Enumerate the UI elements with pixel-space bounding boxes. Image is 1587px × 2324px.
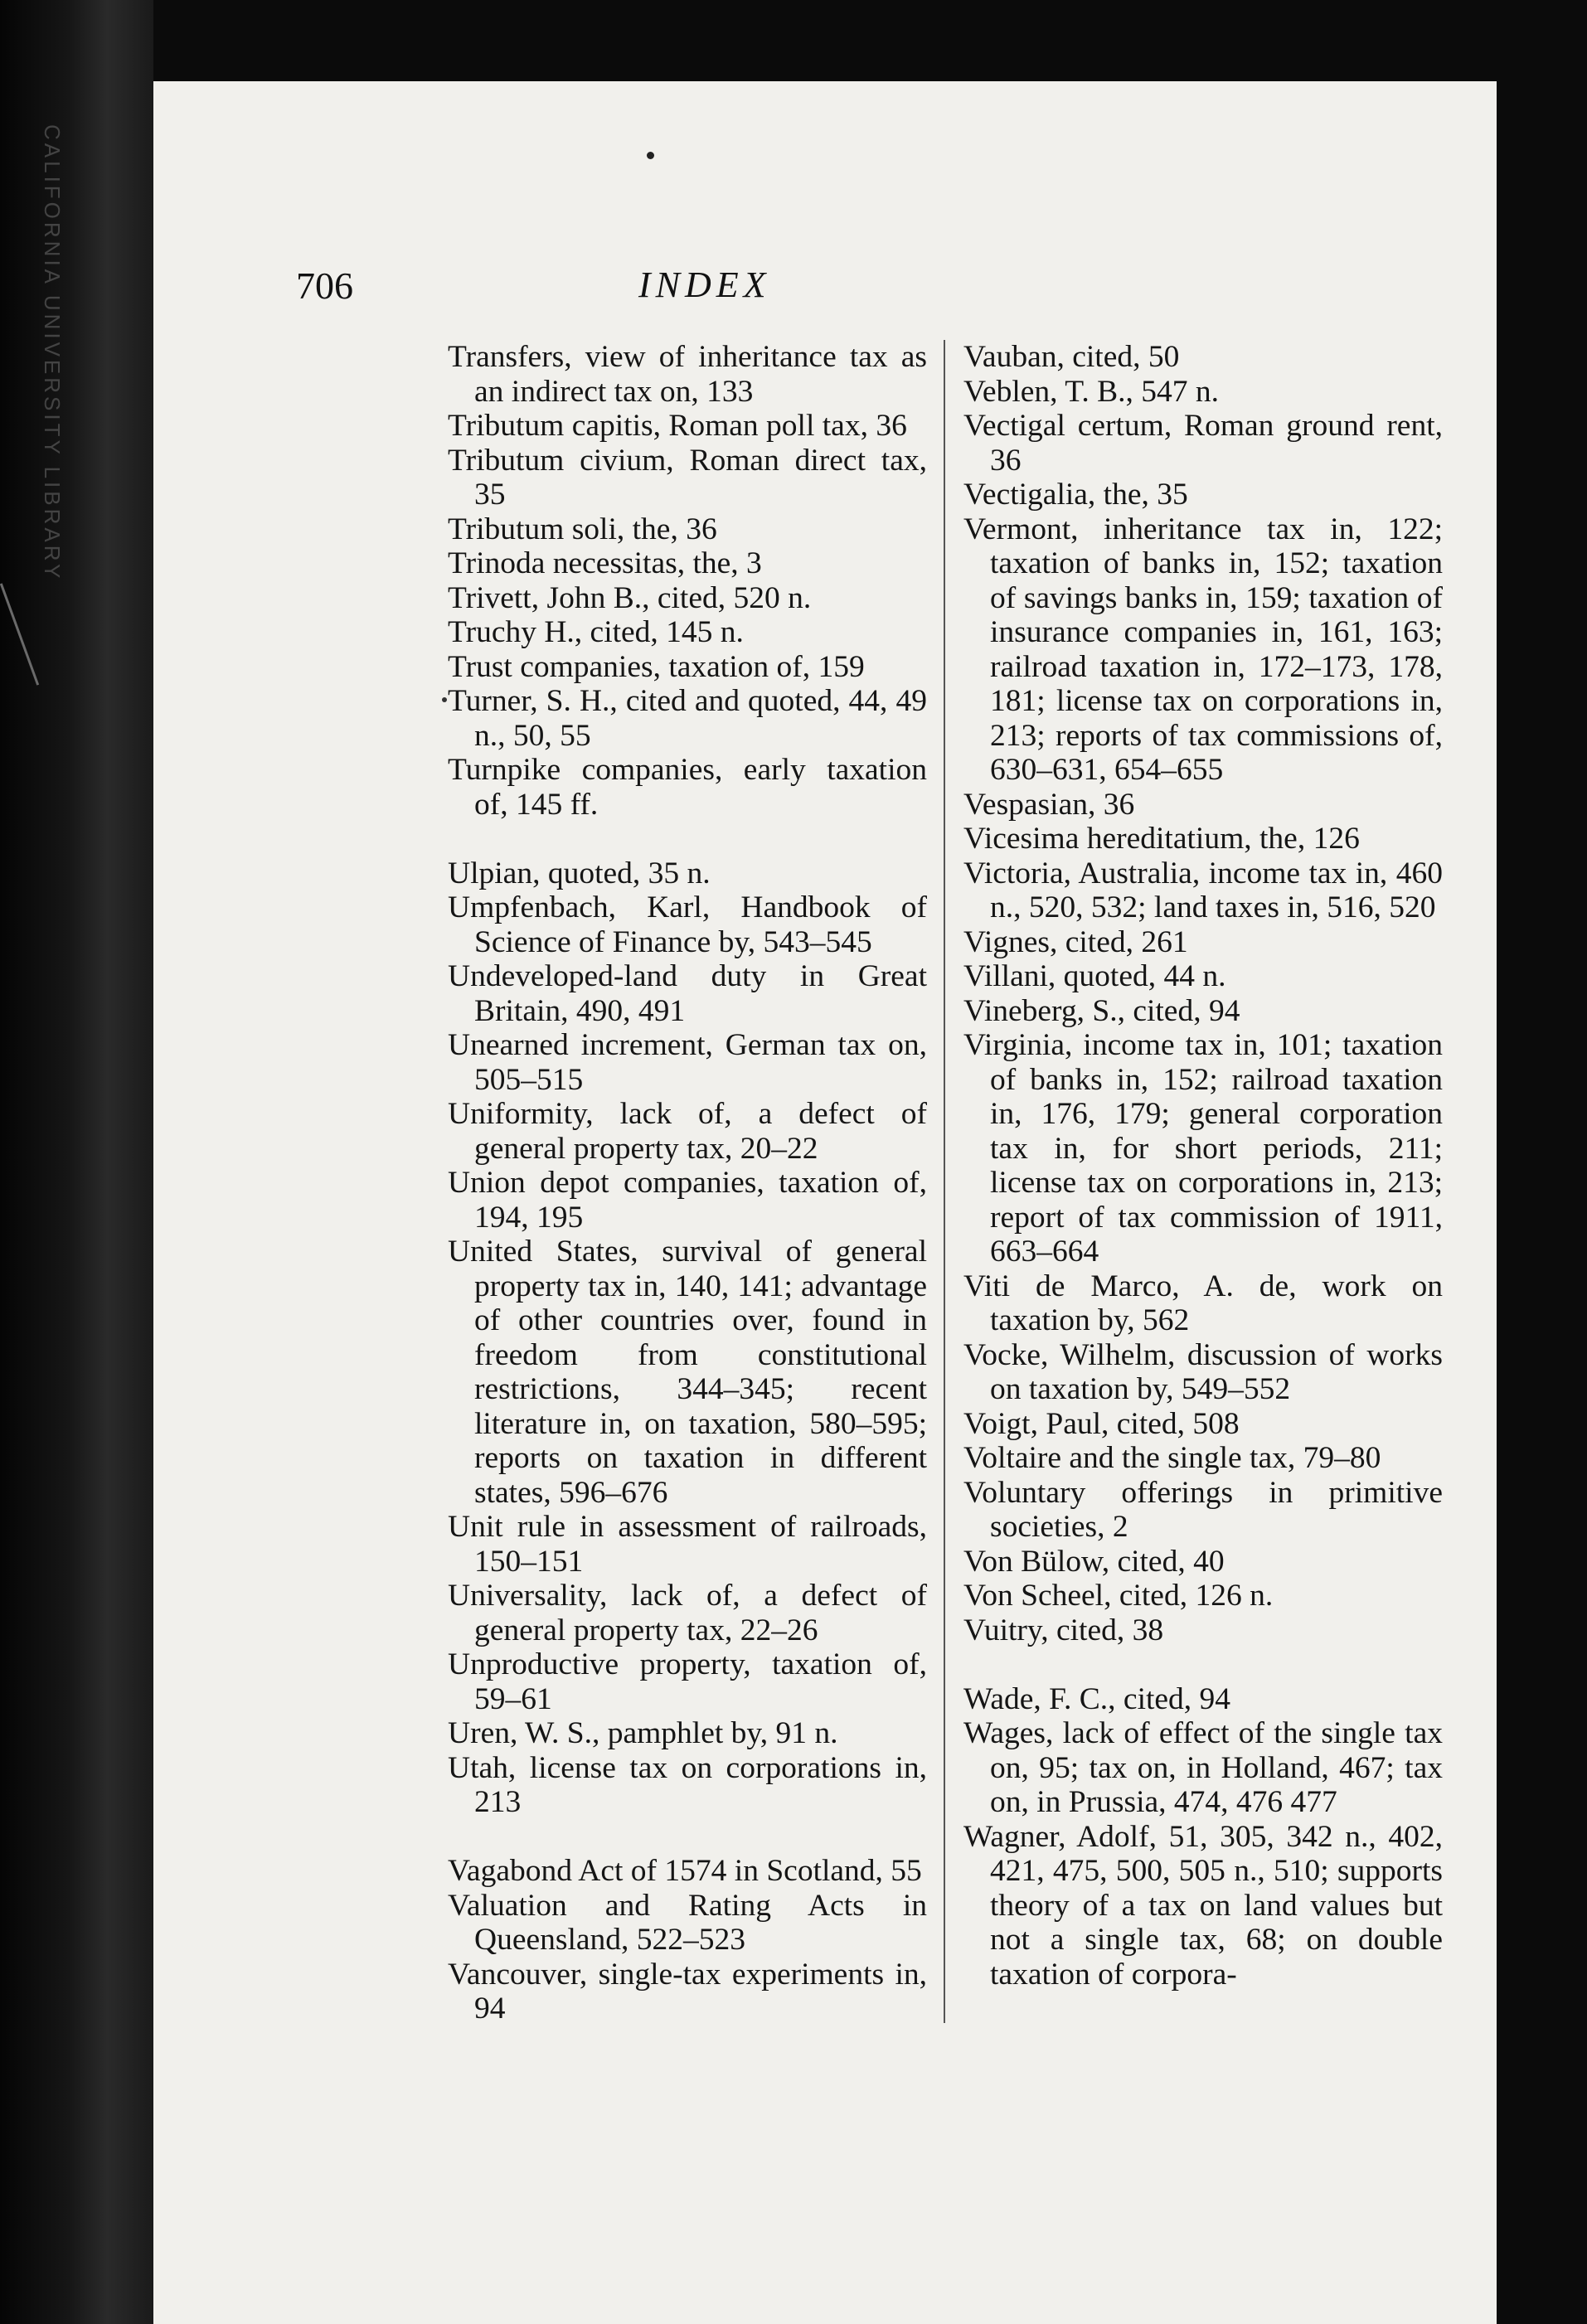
index-entry: Utah, license tax on corporations in, 213 [448,1750,927,1819]
index-entry: Turner, S. H., cited and quoted, 44, 49 n., 50, 55 [448,684,927,753]
spine-library-stamp: CALIFORNIA UNIVERSITY LIBRARY [40,124,65,582]
index-entry: Trinoda necessitas, the, 3 [448,546,762,580]
index-entry: Unproductive property, taxation of, 59–61 [448,1647,927,1716]
index-entry: Viti de Marco, A. de, work on taxation by, 562 [963,1269,1443,1337]
index-entry: Voluntary offerings in primitive societies, 2 [963,1475,1443,1544]
index-entry: Vuitry, cited, 38 [963,1613,1164,1647]
margin-mark [442,697,447,702]
index-entry: Vignes, cited, 261 [963,924,1188,959]
index-entry: Unearned increment, German tax on, 505–515 [448,1028,927,1097]
index-entry: Wagner, Adolf, 51, 305, 342 n., 402, 421, 475, 500, 505 n., 510; supports theory of a tax on land values but not a single tax, 68; on double taxation of corpora- [963,1819,1443,1992]
index-entry: Union depot companies, taxation of, 194, 195 [448,1166,927,1235]
index-entry: Voltaire and the single tax, 79–80 [963,1441,1381,1475]
index-entry: Truchy H., cited, 145 n. [448,615,744,649]
index-entry: Vectigal certum, Roman ground rent, 36 [963,409,1443,478]
index-entry: Wages, lack of effect of the single tax on, 95; tax on, in Holland, 467; tax on, in Prussia, 474, 476 477 [963,1716,1443,1819]
index-entry: Veblen, T. B., 547 n. [963,374,1219,409]
index-entry: Unit rule in assessment of railroads, 150–151 [448,1510,927,1579]
index-entry: Uniformity, lack of, a defect of general property tax, 20–22 [448,1097,927,1166]
index-entry: Vermont, inheritance tax in, 122; taxation of banks in, 152; taxation of savings banks in, 159; taxation of insurance companies in, 161, 163; railroad taxation in, 172–173, 178, 181; license tax on corporations in, 213; reports of tax commissions of, 630–631, 654–655 [963,512,1443,787]
index-entry: Von Bülow, cited, 40 [963,1544,1225,1579]
index-entry: Vagabond Act of 1574 in Scotland, 55 [448,1854,922,1888]
index-entry: Turnpike companies, early taxation of, 145 ff. [448,753,927,822]
index-entry: Wade, F. C., cited, 94 [963,1681,1231,1716]
index-entry: Tributum civium, Roman direct tax, 35 [448,443,927,512]
index-entry: Vocke, Wilhelm, discussion of works on taxation by, 549–552 [963,1337,1443,1406]
index-entry: Umpfenbach, Karl, Handbook of Science of Finance by, 543–545 [448,890,927,959]
index-entry: Ulpian, quoted, 35 n. [448,856,711,890]
index-entry: Uren, W. S., pamphlet by, 91 n. [448,1716,838,1750]
index-entry: Vineberg, S., cited, 94 [963,993,1240,1028]
index-entry: Tributum capitis, Roman poll tax, 36 [448,409,907,443]
index-entry: Universality, lack of, a defect of general property tax, 22–26 [448,1579,927,1647]
ink-dot [647,152,654,159]
index-entry: Von Scheel, cited, 126 n. [963,1579,1274,1613]
index-entry: Vespasian, 36 [963,787,1135,822]
index-entry: Valuation and Rating Acts in Queensland, 522–523 [448,1888,927,1957]
index-entry: Vectigalia, the, 35 [963,478,1188,512]
index-entry: Tributum soli, the, 36 [448,512,717,546]
index-entry: United States, survival of general property tax in, 140, 141; advantage of other countries over, found in freedom from constitutional restrictions, 344–345; recent literature in, on taxation, 580–595; reports on taxation in different states, 596–676 [448,1235,927,1510]
page-number: 706 [296,264,353,307]
index-entry: Vancouver, single-tax experiments in, 94 [448,1957,927,2026]
index-entry: Villani, quoted, 44 n. [963,959,1226,993]
section-gap [448,822,927,856]
column-divider [944,340,945,2023]
index-entry: Trivett, John B., cited, 520 n. [448,580,812,615]
index-entry: Victoria, Australia, income tax in, 460 n., 520, 532; land taxes in, 516, 520 [963,856,1443,924]
index-entry: Undeveloped-land duty in Great Britain, 490, 491 [448,959,927,1028]
running-title: INDEX [638,264,771,305]
index-entry: Vauban, cited, 50 [963,340,1180,374]
index-entry: Transfers, view of inheritance tax as an indirect tax on, 133 [448,340,927,409]
index-entry: Virginia, income tax in, 101; taxation of banks in, 152; railroad taxation in, 176, 179; general corporation tax in, for short periods, 211; license tax on corporations in, 213; report of tax commission of 1911, 663–664 [963,1028,1443,1269]
book-spine [0,0,153,2324]
index-entry: Trust companies, taxation of, 159 [448,649,865,684]
index-column-left [448,340,927,2026]
section-gap [448,1820,927,1855]
index-column-right [963,340,1443,1992]
index-entry: Vicesima hereditatium, the, 126 [963,822,1360,856]
section-gap [963,1647,1443,1682]
index-entry: Voigt, Paul, cited, 508 [963,1406,1240,1441]
